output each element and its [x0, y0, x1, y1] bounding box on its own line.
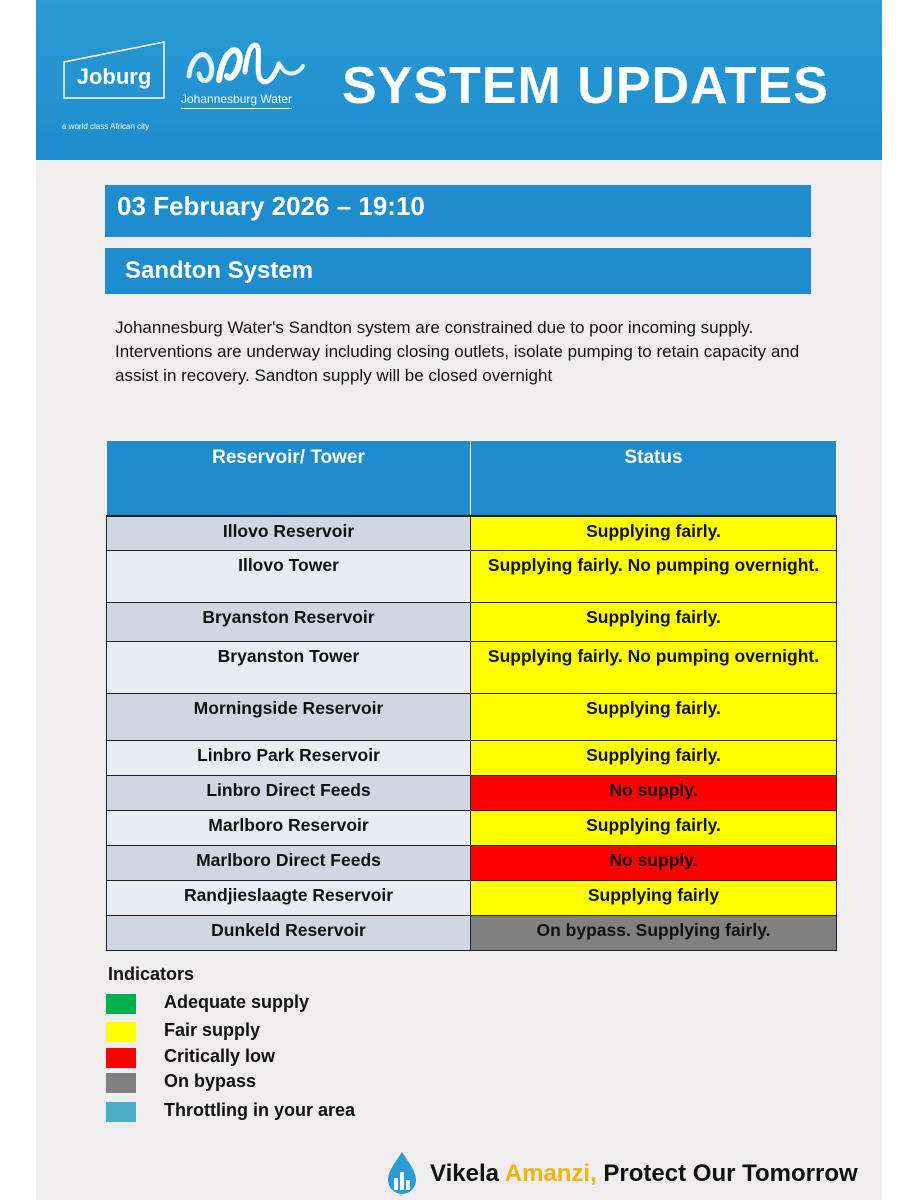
intro-paragraph: Johannesburg Water's Sandton system are constrained due to poor incoming supply. Interventions are underway including closing outlets, isolate pumping to retain capacity and assist in recovery. Sandton supply will be closed overnight — [115, 318, 800, 385]
legend-label: Throttling in your area — [164, 1100, 356, 1120]
date-time-label: 03 February 2026 – 19:10 — [117, 191, 425, 221]
table-row — [107, 845, 837, 880]
page-title: SYSTEM UPDATES — [342, 57, 829, 115]
legend-swatch — [106, 994, 136, 1014]
status-cell: No supply. — [471, 775, 837, 810]
reservoir-name: Randjieslaagte Reservoir — [107, 880, 471, 915]
date-banner — [105, 185, 811, 237]
reservoir-name: Illovo Tower — [107, 550, 471, 602]
table-row — [107, 602, 837, 641]
footer-slogan — [382, 1150, 882, 1194]
table-row — [107, 693, 837, 740]
reservoir-name: Dunkeld Reservoir — [107, 915, 471, 950]
column-header-reservoir: Reservoir/ Tower — [107, 441, 471, 517]
status-cell: Supplying fairly. — [471, 516, 837, 550]
reservoir-name: Illovo Reservoir — [107, 516, 471, 550]
system-name: Sandton System — [125, 257, 314, 284]
slogan-part-2: Protect Our Tomorrow — [596, 1160, 858, 1187]
reservoir-name: Bryanston Reservoir — [107, 602, 471, 641]
reservoir-name: Marlboro Reservoir — [107, 810, 471, 845]
reservoir-name: Morningside Reservoir — [107, 693, 471, 740]
legend-label: Adequate supply — [164, 992, 310, 1012]
legend-swatch — [106, 1073, 136, 1093]
johannesburg-water-label: Johannesburg Water — [181, 92, 292, 109]
joburg-logo — [62, 40, 166, 100]
header-banner — [36, 0, 882, 160]
reservoir-name: Bryanston Tower — [107, 641, 471, 693]
legend-swatch — [106, 1102, 136, 1122]
column-header-status: Status — [471, 441, 837, 517]
joburg-tagline: a world class African city — [62, 122, 150, 131]
table-row — [107, 641, 837, 693]
slogan-part-1: Vikela — [430, 1160, 505, 1187]
reservoir-name: Linbro Park Reservoir — [107, 740, 471, 775]
joburg-logo-text: Joburg — [76, 64, 152, 89]
table-row — [107, 775, 837, 810]
table-row — [107, 550, 837, 602]
slogan-text — [430, 1160, 858, 1188]
status-table — [106, 440, 837, 951]
legend-swatch — [106, 1022, 136, 1042]
bulletin-page — [36, 0, 882, 1200]
table-row — [107, 880, 837, 915]
status-cell: Supplying fairly. — [471, 740, 837, 775]
reservoir-name: Linbro Direct Feeds — [107, 775, 471, 810]
table-row — [107, 915, 837, 950]
status-cell: Supplying fairly — [471, 880, 837, 915]
table-row — [107, 516, 837, 550]
legend-label: On bypass — [164, 1071, 257, 1091]
status-cell: Supplying fairly. — [471, 810, 837, 845]
water-drop-city-icon — [384, 1150, 420, 1194]
legend-swatch — [106, 1048, 136, 1068]
table-header-row — [107, 441, 837, 517]
table-row — [107, 740, 837, 775]
reservoir-name: Marlboro Direct Feeds — [107, 845, 471, 880]
johannesburg-water-logo — [181, 36, 311, 91]
slogan-accent: Amanzi, — [504, 1160, 597, 1187]
status-cell: Supplying fairly. — [471, 693, 837, 740]
system-banner — [105, 248, 811, 294]
status-cell: Supplying fairly. No pumping overnight. — [471, 641, 837, 693]
status-cell: Supplying fairly. No pumping overnight. — [471, 550, 837, 602]
legend-label: Critically low — [164, 1046, 276, 1066]
table-row — [107, 810, 837, 845]
legend-label: Fair supply — [164, 1020, 261, 1040]
status-cell: On bypass. Supplying fairly. — [471, 915, 837, 950]
legend-title: Indicators — [108, 964, 195, 984]
status-cell: Supplying fairly. — [471, 602, 837, 641]
status-cell: No supply. — [471, 845, 837, 880]
